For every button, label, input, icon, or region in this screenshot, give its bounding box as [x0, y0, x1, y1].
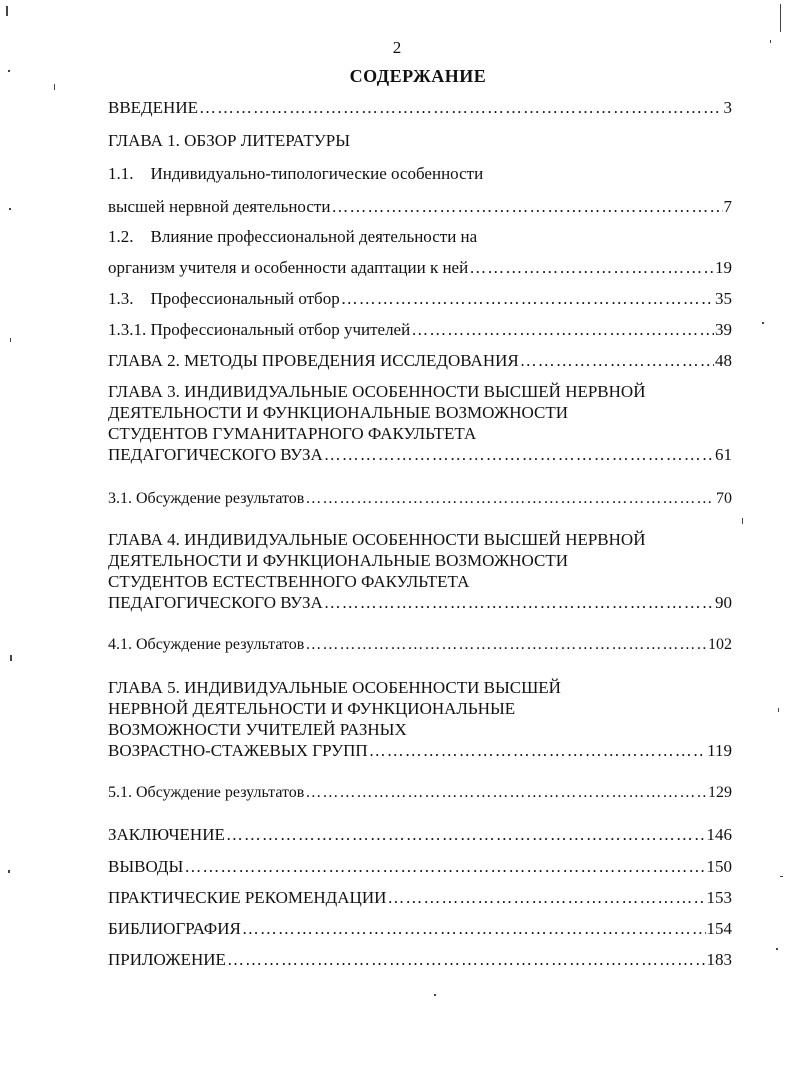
- scan-speck: [6, 6, 8, 16]
- toc-entry-line: ГЛАВА 4. ИНДИВИДУАЛЬНЫЕ ОСОБЕННОСТИ ВЫСШЕЙ НЕРВНОЙ: [108, 530, 646, 549]
- toc-entry-chapter-4: [108, 529, 732, 613]
- toc-entry-title: ПРИЛОЖЕНИЕ: [108, 950, 226, 969]
- dot-leader: [324, 592, 714, 613]
- toc-entry-4-1: [108, 634, 732, 655]
- scan-speck: [9, 208, 11, 210]
- toc-entry-title: 1.3. Профессиональный отбор: [108, 289, 340, 308]
- toc-entry-page: 153: [706, 888, 732, 907]
- scan-speck: [742, 518, 743, 524]
- dot-leader: [305, 488, 715, 509]
- scan-speck: [780, 4, 781, 32]
- dot-leader: [331, 196, 722, 217]
- scan-speck: [776, 948, 778, 950]
- toc-entry-findings: [108, 856, 732, 877]
- toc-entry-page: 35: [715, 289, 732, 308]
- toc-entry-5-1: [108, 782, 732, 803]
- toc-entry-page: 19: [715, 258, 732, 277]
- toc-entry-line: ДЕЯТЕЛЬНОСТИ И ФУНКЦИОНАЛЬНЫЕ ВОЗМОЖНОСТИ: [108, 551, 568, 570]
- toc-entry-line: НЕРВНОЙ ДЕЯТЕЛЬНОСТИ И ФУНКЦИОНАЛЬНЫЕ: [108, 699, 516, 718]
- toc-entry-title: ВЫВОДЫ: [108, 857, 184, 876]
- scan-speck: [770, 40, 771, 43]
- dot-leader: [184, 856, 705, 877]
- dot-leader: [305, 782, 707, 803]
- toc-entry-title: ВОЗРАСТНО-СТАЖЕВЫХ ГРУПП: [108, 741, 368, 760]
- scan-speck: [8, 870, 10, 873]
- toc-entry-title: ПЕДАГОГИЧЕСКОГО ВУЗА: [108, 593, 323, 612]
- toc-entry-title: ВВЕДЕНИЕ: [108, 98, 198, 117]
- toc-entry-introduction: [108, 97, 732, 118]
- scan-speck: [8, 70, 10, 72]
- toc-entry-1-3-1: [108, 319, 732, 340]
- toc-entry-1-3: [108, 288, 732, 309]
- toc-entry-title: ГЛАВА 2. МЕТОДЫ ПРОВЕДЕНИЯ ИССЛЕДОВАНИЯ: [108, 351, 519, 370]
- toc-entry-title: ГЛАВА 1. ОБЗОР ЛИТЕРАТУРЫ: [108, 131, 351, 150]
- scan-speck: [762, 322, 764, 324]
- toc-entry-page: 129: [708, 784, 732, 801]
- scan-speck: [780, 876, 783, 877]
- toc-entry-line: 1.1. Индивидуально-типологические особенности: [108, 164, 484, 183]
- scan-speck: [10, 655, 12, 661]
- dot-leader: [341, 288, 714, 309]
- toc-entry-chapter-1: [108, 130, 732, 151]
- dot-leader: [242, 918, 706, 939]
- toc-entry-1-1: [108, 163, 732, 217]
- page-number: 2: [392, 38, 402, 57]
- toc-entry-page: 150: [706, 857, 732, 876]
- dot-leader: [199, 97, 723, 118]
- toc-entry-title: организм учителя и особенности адаптации к ней: [108, 258, 469, 277]
- toc-entry-title: ПЕДАГОГИЧЕСКОГО ВУЗА: [108, 445, 323, 464]
- toc-entry-bibliography: [108, 918, 732, 939]
- toc-entry-conclusion: [108, 824, 732, 845]
- toc-entry-chapter-5: [108, 677, 732, 761]
- dot-leader: [226, 824, 706, 845]
- dot-leader: [387, 887, 705, 908]
- toc-entry-1-2: [108, 226, 732, 278]
- dot-leader: [369, 740, 706, 761]
- toc-entry-title: 1.3.1. Профессиональный отбор учителей: [108, 320, 411, 339]
- toc-entry-line: СТУДЕНТОВ ГУМАНИТАРНОГО ФАКУЛЬТЕТА: [108, 424, 477, 443]
- toc-entry-title: БИБЛИОГРАФИЯ: [108, 919, 241, 938]
- toc-entry-page: 3: [723, 98, 732, 117]
- scan-speck: [10, 338, 11, 342]
- dot-leader: [227, 949, 706, 970]
- dot-leader: [324, 444, 714, 465]
- toc-entry-title: 3.1. Обсуждение результатов: [108, 490, 305, 507]
- page-title: СОДЕРЖАНИЕ: [349, 66, 487, 86]
- dot-leader: [469, 257, 714, 278]
- toc-entry-3-1: [108, 488, 732, 509]
- toc-entry-page: 7: [723, 197, 732, 216]
- dot-leader: [411, 319, 714, 340]
- toc-entry-chapter-3: [108, 381, 732, 465]
- toc-entry-title: 5.1. Обсуждение результатов: [108, 784, 305, 801]
- toc-entry-page: 90: [715, 593, 732, 612]
- scan-speck: [434, 994, 436, 996]
- scan-speck: [54, 84, 55, 90]
- toc-entry-line: ГЛАВА 5. ИНДИВИДУАЛЬНЫЕ ОСОБЕННОСТИ ВЫСШЕЙ: [108, 678, 561, 697]
- toc-entry-page: 39: [715, 320, 732, 339]
- toc-entry-recommendations: [108, 887, 732, 908]
- toc-entry-line: 1.2. Влияние профессиональной деятельности на: [108, 227, 478, 246]
- toc-entry-page: 183: [706, 950, 732, 969]
- toc-entry-page: 70: [716, 490, 732, 507]
- toc-entry-line: СТУДЕНТОВ ЕСТЕСТВЕННОГО ФАКУЛЬТЕТА: [108, 572, 470, 591]
- toc-entry-line: ДЕЯТЕЛЬНОСТИ И ФУНКЦИОНАЛЬНЫЕ ВОЗМОЖНОСТИ: [108, 403, 568, 422]
- toc-entry-page: 146: [706, 825, 732, 844]
- toc-entry-page: 154: [706, 919, 732, 938]
- toc-entry-title: высшей нервной деятельности: [108, 197, 331, 216]
- toc-entry-title: 4.1. Обсуждение результатов: [108, 636, 305, 653]
- dot-leader: [520, 350, 714, 371]
- toc-entry-page: 102: [708, 636, 732, 653]
- toc-entry-chapter-2: [108, 350, 732, 371]
- toc-entry-appendix: [108, 949, 732, 970]
- toc-entry-line: ВОЗМОЖНОСТИ УЧИТЕЛЕЙ РАЗНЫХ: [108, 720, 407, 739]
- toc-entry-line: ГЛАВА 3. ИНДИВИДУАЛЬНЫЕ ОСОБЕННОСТИ ВЫСШЕЙ НЕРВНОЙ: [108, 382, 646, 401]
- toc-entry-title: ЗАКЛЮЧЕНИЕ: [108, 825, 225, 844]
- dot-leader: [305, 634, 707, 655]
- toc-entry-page: 119: [707, 741, 732, 760]
- scan-speck: [778, 708, 779, 712]
- toc-entry-title: ПРАКТИЧЕСКИЕ РЕКОМЕНДАЦИИ: [108, 888, 387, 907]
- toc-entry-page: 48: [715, 351, 732, 370]
- toc-entry-page: 61: [715, 445, 732, 464]
